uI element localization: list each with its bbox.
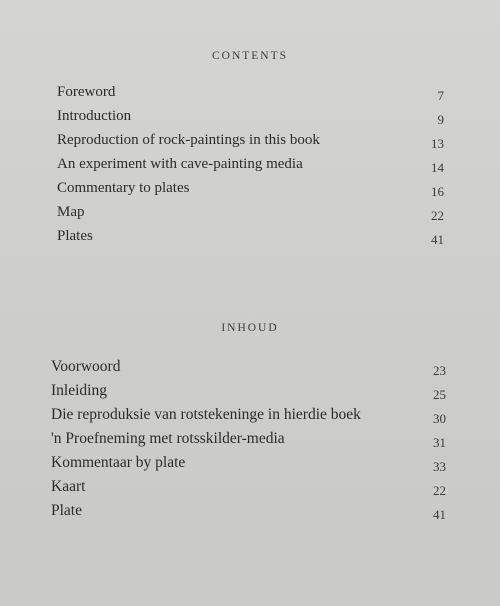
contents-heading: CONTENTS	[211, 50, 289, 62]
inhoud-heading: INHOUD	[221, 322, 279, 334]
toc-entry-title: Plate	[51, 502, 82, 519]
toc-entry-page: 30	[433, 411, 446, 426]
toc-entry	[0, 204, 500, 228]
toc-entry-title: Kaart	[51, 478, 86, 495]
toc-entry-page: 13	[431, 136, 444, 151]
toc-entry-page: 25	[433, 387, 446, 402]
toc-entry-title: Introduction	[57, 108, 132, 124]
toc-entry-page: 9	[437, 112, 444, 127]
toc-entry-title: Kommentaar by plate	[51, 454, 186, 471]
toc-entry-title: Inleiding	[51, 382, 107, 399]
toc-entry	[0, 156, 500, 180]
toc-entry	[0, 430, 500, 454]
toc-entry	[0, 108, 500, 132]
toc-entry	[0, 180, 500, 204]
toc-entry-title: Reproduction of rock-paintings in this book	[57, 132, 320, 148]
toc-entry	[0, 228, 500, 252]
toc-entry	[0, 132, 500, 156]
toc-entry	[0, 382, 500, 406]
toc-entry-page: 41	[433, 507, 446, 522]
contents-list	[0, 84, 500, 252]
toc-entry-title: Voorwoord	[51, 358, 121, 375]
toc-entry-page: 7	[437, 88, 444, 103]
toc-entry	[0, 358, 500, 382]
toc-entry-title: Map	[57, 204, 85, 220]
toc-entry	[0, 454, 500, 478]
toc-entry-title: Die reproduksie van rotstekeninge in hierdie boek	[51, 406, 361, 423]
toc-entry-title: Plates	[57, 228, 93, 244]
toc-entry-title: An experiment with cave-painting media	[57, 156, 303, 172]
toc-entry-page: 23	[433, 363, 446, 378]
toc-entry-title: Commentary to plates	[57, 180, 190, 196]
toc-entry	[0, 502, 500, 526]
inhoud-list	[0, 358, 500, 526]
toc-entry	[0, 406, 500, 430]
toc-entry-page: 33	[433, 459, 446, 474]
toc-entry-page: 41	[431, 232, 444, 247]
toc-entry-title: 'n Proefneming met rotsskilder-media	[51, 430, 285, 447]
toc-entry-page: 31	[433, 435, 446, 450]
toc-entry-title: Foreword	[57, 84, 116, 100]
toc-entry-page: 22	[431, 208, 444, 223]
toc-entry	[0, 478, 500, 502]
toc-entry-page: 22	[433, 483, 446, 498]
toc-entry-page: 16	[431, 184, 444, 199]
toc-entry	[0, 84, 500, 108]
toc-entry-page: 14	[431, 160, 444, 175]
